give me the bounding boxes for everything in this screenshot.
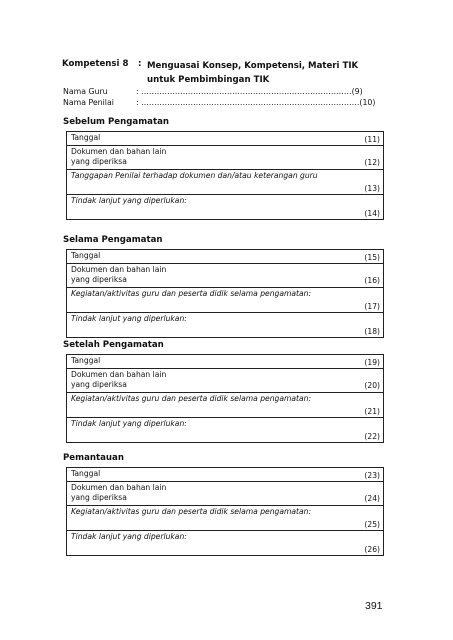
tindak-lanjut-cell: Tindak lanjut yang diperlukan: (18)	[67, 313, 384, 338]
kompetensi-colon: :	[138, 59, 142, 69]
nama-penilai-label: Nama Penilai	[63, 98, 114, 107]
tanggal-cell: Tanggal (11)	[67, 132, 384, 146]
section-title-sebelum: Sebelum Pengamatan	[63, 117, 169, 127]
tanggal-cell: Tanggal (23)	[67, 468, 384, 482]
tanggal-cell: Tanggal (15)	[67, 250, 384, 264]
kegiatan-cell: Kegiatan/aktivitas guru dan peserta didik selama pengamatan: (25)	[67, 506, 384, 531]
kompetensi-label: Kompetensi 8	[62, 59, 129, 69]
tindak-lanjut-cell: Tindak lanjut yang diperlukan: (22)	[67, 418, 384, 443]
form-table-pemantauan	[66, 467, 384, 556]
kegiatan-cell: Kegiatan/aktivitas guru dan peserta didik selama pengamatan: (21)	[67, 393, 384, 418]
tanggapan-cell: Tanggapan Penilai terhadap dokumen dan/atau keterangan guru (13)	[67, 170, 384, 195]
section-title-selama: Selama Pengamatan	[63, 235, 163, 245]
dokumen-cell: Dokumen dan bahan lain yang diperiksa (12)	[67, 146, 384, 170]
kegiatan-cell: Kegiatan/aktivitas guru dan peserta didik selama pengamatan: (17)	[67, 288, 384, 313]
page-number: 391	[365, 600, 383, 612]
dokumen-cell: Dokumen dan bahan lain yang diperiksa (24)	[67, 482, 384, 506]
section-title-pemantauan: Pemantauan	[63, 453, 124, 463]
dokumen-cell: Dokumen dan bahan lain yang diperiksa (16)	[67, 264, 384, 288]
kompetensi-title: Menguasai Konsep, Kompetensi, Materi TIK untuk Pembimbingan TIK	[147, 61, 359, 85]
tindak-lanjut-cell: Tindak lanjut yang diperlukan: (14)	[67, 195, 384, 220]
dokumen-cell: Dokumen dan bahan lain yang diperiksa (20)	[67, 369, 384, 393]
nama-penilai-value: : …………………………………………………………………………(10)	[136, 98, 376, 107]
form-table-setelah	[66, 354, 384, 443]
nama-guru-label: Nama Guru	[63, 87, 108, 96]
form-table-sebelum	[66, 131, 384, 220]
section-title-setelah: Setelah Pengamatan	[63, 340, 164, 350]
tanggal-cell: Tanggal (19)	[67, 355, 384, 369]
tindak-lanjut-cell: Tindak lanjut yang diperlukan: (26)	[67, 531, 384, 556]
form-table-selama	[66, 249, 384, 338]
nama-guru-value: : ………………………………………………………………………(9)	[136, 87, 363, 96]
